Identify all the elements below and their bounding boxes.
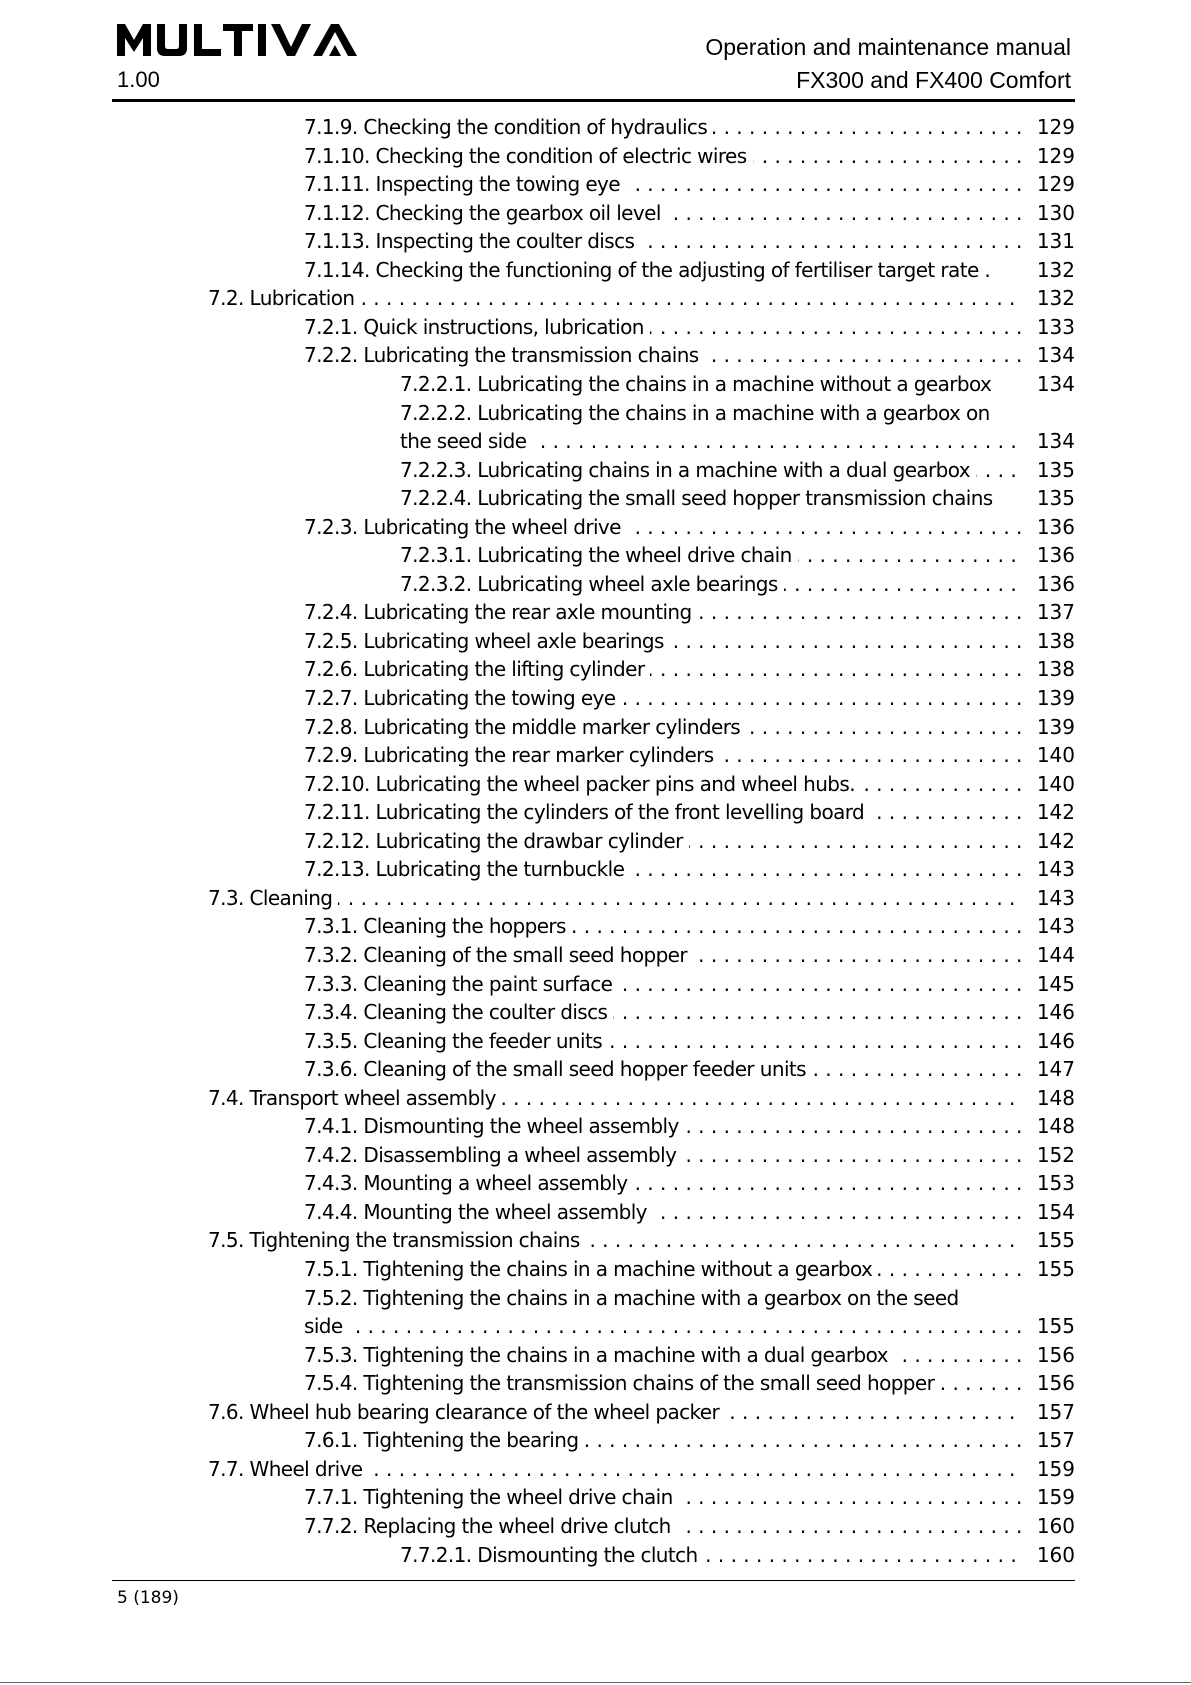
- toc-entry-title: 7.4. Transport wheel assembly: [208, 1086, 502, 1110]
- toc-page-number: 155: [1036, 1314, 1075, 1339]
- toc-page-number: 129: [1036, 115, 1075, 139]
- toc-entry-title: 7.2.7. Lubricating the towing eye: [304, 686, 621, 710]
- toc-entry-title: 7.5.3. Tightening the chains in a machine with a dual gearbox: [304, 1343, 894, 1367]
- toc-entry[interactable]: [304, 1255, 1021, 1284]
- toc-page-number: 143: [1036, 914, 1075, 939]
- toc-row[interactable]: [0, 170, 1191, 199]
- toc-row[interactable]: [0, 598, 1191, 627]
- toc-page-number: 142: [1036, 828, 1075, 853]
- toc-row[interactable]: [0, 399, 1191, 428]
- toc-entry-title: 7.1.11. Inspecting the towing eye: [304, 172, 626, 196]
- toc-entry-title: 7.3.6. Cleaning of the small seed hopper feeder units: [304, 1057, 812, 1081]
- toc-page-number: 133: [1036, 314, 1075, 339]
- toc-page-number: 157: [1036, 1428, 1075, 1453]
- toc-entry-title: 7.2.1. Quick instructions, lubrication: [304, 315, 650, 339]
- toc-row[interactable]: [0, 1398, 1191, 1427]
- toc-page-number: 139: [1036, 714, 1075, 739]
- toc-entry[interactable]: [208, 1398, 1021, 1427]
- toc-page-number: 148: [1036, 1085, 1075, 1110]
- toc-entry[interactable]: [304, 1055, 1021, 1084]
- toc-page-number: 157: [1036, 1399, 1075, 1424]
- toc-entry-title: 7.3.4. Cleaning the coulter discs: [304, 1000, 613, 1024]
- toc-entry[interactable]: [208, 1226, 1021, 1255]
- toc-row[interactable]: [0, 1027, 1191, 1056]
- toc-page-number: 160: [1036, 1542, 1075, 1567]
- toc-entry-title: 7.4.3. Mounting a wheel assembly: [304, 1171, 634, 1195]
- toc-entry[interactable]: [304, 227, 1021, 256]
- toc-row[interactable]: [0, 1369, 1191, 1398]
- toc-page-number: 159: [1036, 1456, 1075, 1481]
- header-rule: [112, 99, 1075, 102]
- toc-entry-title: 7.2.2.2. Lubricating the chains in a machine with a gearbox on: [400, 401, 996, 425]
- toc-entry[interactable]: [304, 1284, 1021, 1313]
- toc-page-number: 136: [1036, 543, 1075, 568]
- toc-row[interactable]: [0, 313, 1191, 342]
- toc-row[interactable]: [0, 770, 1191, 799]
- toc-page-number: 139: [1036, 686, 1075, 710]
- toc-page-number: 156: [1036, 1342, 1075, 1367]
- toc-entry-title: 7.2.3.2. Lubricating wheel axle bearings: [400, 572, 784, 596]
- toc-row[interactable]: [0, 1055, 1191, 1084]
- toc-entry-title: 7.5.2. Tightening the chains in a machine with a gearbox on the seed: [304, 1286, 965, 1310]
- toc-entry-title: 7.1.9. Checking the condition of hydraulics: [304, 115, 713, 139]
- toc-entry-title: 7.2.5. Lubricating wheel axle bearings: [304, 629, 670, 653]
- toc-page-number: 146: [1036, 1028, 1075, 1053]
- toc-entry[interactable]: [304, 170, 1021, 199]
- toc-entry-title: 7.4.1. Dismounting the wheel assembly: [304, 1114, 685, 1138]
- toc-entry[interactable]: [208, 1455, 1021, 1484]
- toc-page-number: 129: [1036, 143, 1075, 168]
- toc-entry[interactable]: [304, 142, 1021, 171]
- toc-page-number: 130: [1036, 200, 1075, 225]
- toc-entry[interactable]: [400, 456, 1021, 485]
- footer-rule: [112, 1580, 1075, 1581]
- toc-entry[interactable]: [304, 798, 1021, 827]
- toc-entry[interactable]: [304, 1483, 1021, 1512]
- toc-entry[interactable]: [304, 513, 1021, 542]
- toc-row[interactable]: [0, 227, 1191, 256]
- toc-entry-title: 7.5.1. Tightening the chains in a machine without a gearbox: [304, 1257, 878, 1281]
- toc-entry-title: 7.4.4. Mounting the wheel assembly: [304, 1200, 653, 1224]
- toc-page-number: 156: [1036, 1371, 1075, 1396]
- toc-page-number: 136: [1036, 514, 1075, 539]
- toc-entry-title: 7.1.10. Checking the condition of electric wires: [304, 144, 753, 168]
- toc-page-number: 143: [1036, 857, 1075, 882]
- toc-entry[interactable]: [304, 741, 1021, 770]
- manual-subtitle: FX300 and FX400 Comfort: [796, 67, 1071, 93]
- toc-entry[interactable]: [304, 113, 1021, 142]
- toc-row[interactable]: [0, 998, 1191, 1027]
- toc-page-number: 135: [1036, 486, 1075, 511]
- toc-row[interactable]: [0, 1226, 1191, 1255]
- toc-entry[interactable]: [304, 313, 1021, 342]
- toc-page-number: 146: [1036, 1000, 1075, 1025]
- toc-entry-title: 7.6.1. Tightening the bearing: [304, 1428, 584, 1452]
- toc-entry[interactable]: [304, 1512, 1021, 1541]
- toc-row[interactable]: [0, 284, 1191, 313]
- toc-entry[interactable]: [304, 770, 1021, 799]
- toc-entry-title: 7.7.2.1. Dismounting the clutch: [400, 1543, 704, 1567]
- toc-entry-title: 7.2.11. Lubricating the cylinders of the front levelling board: [304, 800, 870, 824]
- toc-page-number: 145: [1036, 971, 1075, 996]
- toc-entry[interactable]: [304, 1198, 1021, 1227]
- toc-entry-title: 7.2.3.1. Lubricating the wheel drive chain: [400, 543, 798, 567]
- toc-row[interactable]: [0, 541, 1191, 570]
- toc-entry[interactable]: [304, 1369, 1021, 1398]
- toc-row[interactable]: [0, 1512, 1191, 1541]
- toc-page-number: 140: [1036, 743, 1075, 768]
- toc-page-number: 155: [1036, 1228, 1075, 1253]
- toc-entry-title: 7.5.4. Tightening the transmission chains of the small seed hopper: [304, 1371, 940, 1395]
- toc-entry[interactable]: [400, 570, 1021, 599]
- toc-entry-title: 7.5. Tightening the transmission chains: [208, 1228, 586, 1252]
- toc-page-number: 134: [1036, 343, 1075, 368]
- toc-row[interactable]: [0, 884, 1191, 913]
- toc-row[interactable]: [0, 1169, 1191, 1198]
- toc-entry[interactable]: [304, 1426, 1021, 1455]
- toc-entry-title: side: [304, 1314, 349, 1338]
- toc-entry[interactable]: [304, 1169, 1021, 1198]
- toc-entry-title: 7.1.13. Inspecting the coulter discs: [304, 229, 640, 253]
- toc-entry-title: 7.2.3. Lubricating the wheel drive: [304, 515, 627, 539]
- toc-entry-title: 7.2.2.4. Lubricating the small seed hopper transmission chains: [400, 486, 999, 510]
- toc-row[interactable]: [0, 370, 1191, 399]
- toc-page-number: 144: [1036, 942, 1075, 967]
- toc-row[interactable]: [0, 627, 1191, 656]
- toc-row[interactable]: [0, 113, 1191, 142]
- toc-row[interactable]: [0, 484, 1191, 513]
- toc-row[interactable]: [0, 427, 1191, 456]
- toc-entry[interactable]: [400, 370, 1021, 399]
- toc-entry[interactable]: [304, 998, 1021, 1027]
- toc-page-number: 135: [1036, 457, 1075, 482]
- toc-row[interactable]: [0, 970, 1191, 999]
- toc-row[interactable]: [0, 827, 1191, 856]
- toc-page-number: 138: [1036, 628, 1075, 653]
- toc-entry-title: 7.3.5. Cleaning the feeder units: [304, 1029, 608, 1053]
- toc-row[interactable]: [0, 1541, 1191, 1570]
- toc-page-number: 159: [1036, 1485, 1075, 1510]
- toc-entry-title: 7.2.6. Lubricating the lifting cylinder: [304, 657, 650, 681]
- toc-page-number: 140: [1036, 771, 1075, 796]
- toc-entry-title: 7.2.10. Lubricating the wheel packer pins and wheel hubs.: [304, 772, 861, 796]
- toc-entry[interactable]: [304, 627, 1021, 656]
- revision-number: 1.00: [117, 67, 160, 92]
- toc-page-number: 142: [1036, 800, 1075, 825]
- toc-page-number: 152: [1036, 1142, 1075, 1167]
- toc-row[interactable]: [0, 1084, 1191, 1113]
- multiva-logo-mark: [117, 22, 379, 56]
- toc-entry[interactable]: [304, 684, 1021, 713]
- toc-row[interactable]: [0, 199, 1191, 228]
- toc-entry[interactable]: [400, 1541, 1021, 1570]
- toc-row[interactable]: [0, 713, 1191, 742]
- toc-entry-title: 7.2.12. Lubricating the drawbar cylinder: [304, 829, 689, 853]
- toc-row[interactable]: [0, 741, 1191, 770]
- toc-entry-title: 7.1.14. Checking the functioning of the adjusting of fertiliser target rate .: [304, 258, 996, 282]
- toc-page-number: 153: [1036, 1171, 1075, 1196]
- toc-entry-title: 7.3.2. Cleaning of the small seed hopper: [304, 943, 693, 967]
- toc-entry[interactable]: [400, 399, 1021, 428]
- toc-entry[interactable]: [304, 1141, 1021, 1170]
- toc-page-number: 132: [1036, 286, 1075, 311]
- toc-row[interactable]: [0, 570, 1191, 599]
- toc-entry[interactable]: [304, 341, 1021, 370]
- page-number: 5 (189): [117, 1588, 179, 1608]
- toc-entry[interactable]: [304, 855, 1021, 884]
- multiva-logo: [117, 22, 379, 56]
- toc-row[interactable]: [0, 855, 1191, 884]
- toc-row[interactable]: [0, 142, 1191, 171]
- toc-page-number: 155: [1036, 1257, 1075, 1281]
- toc-entry[interactable]: [400, 484, 1021, 513]
- toc-page-number: 160: [1036, 1513, 1075, 1538]
- toc-row[interactable]: [0, 1483, 1191, 1512]
- toc-entry-title: 7.2.8. Lubricating the middle marker cylinders: [304, 715, 746, 739]
- toc-row[interactable]: [0, 1312, 1191, 1341]
- toc-row[interactable]: [0, 256, 1191, 285]
- toc-entry-title: 7.2.9. Lubricating the rear marker cylinders: [304, 743, 720, 767]
- toc-entry-title: 7.3. Cleaning: [208, 886, 338, 910]
- toc-row[interactable]: [0, 341, 1191, 370]
- toc-entry[interactable]: [304, 1341, 1021, 1370]
- toc-entry-title: 7.7.1. Tightening the wheel drive chain: [304, 1485, 679, 1509]
- toc-page-number: 147: [1036, 1057, 1075, 1082]
- toc-entry[interactable]: [304, 1112, 1021, 1141]
- toc-entry-title: 7.7. Wheel drive: [208, 1457, 369, 1481]
- toc-entry-title: 7.6. Wheel hub bearing clearance of the wheel packer: [208, 1400, 725, 1424]
- toc-entry[interactable]: [304, 655, 1021, 684]
- page-edge: [0, 1682, 1191, 1683]
- toc-entry[interactable]: [304, 941, 1021, 970]
- toc-entry[interactable]: [304, 199, 1021, 228]
- toc-row[interactable]: [0, 684, 1191, 713]
- toc-page-number: 134: [1036, 429, 1075, 454]
- toc-page-number: 138: [1036, 657, 1075, 682]
- toc-entry-title: 7.7.2. Replacing the wheel drive clutch: [304, 1514, 677, 1538]
- toc-row[interactable]: [0, 1141, 1191, 1170]
- toc-row[interactable]: [0, 1341, 1191, 1370]
- toc-row[interactable]: [0, 1112, 1191, 1141]
- toc-entry-title: 7.3.3. Cleaning the paint surface: [304, 972, 618, 996]
- toc-entry[interactable]: [304, 912, 1021, 941]
- toc-page-number: 131: [1036, 229, 1075, 254]
- toc-entry[interactable]: [304, 827, 1021, 856]
- toc-entry-title: 7.3.1. Cleaning the hoppers: [304, 914, 572, 938]
- toc-entry[interactable]: [304, 1027, 1021, 1056]
- toc-entry-title: 7.2.2.3. Lubricating chains in a machine with a dual gearbox: [400, 458, 976, 482]
- toc-row[interactable]: [0, 1455, 1191, 1484]
- toc-row[interactable]: [0, 1284, 1191, 1313]
- toc-entry[interactable]: [400, 541, 1021, 570]
- toc-entry[interactable]: [304, 598, 1021, 627]
- toc-entry-title: 7.2.2.1. Lubricating the chains in a machine without a gearbox: [400, 372, 997, 396]
- toc-entry-title: 7.2.13. Lubricating the turnbuckle: [304, 857, 630, 881]
- manual-title: Operation and maintenance manual: [705, 34, 1071, 60]
- toc-row[interactable]: [0, 1198, 1191, 1227]
- toc-page-number: 137: [1036, 600, 1075, 625]
- toc-page-number: 136: [1036, 571, 1075, 596]
- toc-row[interactable]: [0, 912, 1191, 941]
- toc-entry[interactable]: [304, 970, 1021, 999]
- toc-entry-title: the seed side: [400, 429, 532, 453]
- toc-page-number: 132: [1036, 257, 1075, 282]
- toc-entry[interactable]: [304, 713, 1021, 742]
- toc-row[interactable]: [0, 1255, 1191, 1284]
- toc-entry-title: 7.2.2. Lubricating the transmission chains: [304, 343, 705, 367]
- toc-page-number: 154: [1036, 1199, 1075, 1224]
- toc-entry[interactable]: [304, 256, 1021, 285]
- toc-entry[interactable]: [208, 884, 1021, 913]
- toc-row[interactable]: [0, 798, 1191, 827]
- toc-row[interactable]: [0, 456, 1191, 485]
- toc-entry-title: 7.1.12. Checking the gearbox oil level: [304, 201, 667, 225]
- toc-entry[interactable]: [208, 1084, 1021, 1113]
- toc-entry[interactable]: [208, 284, 1021, 313]
- toc-row[interactable]: [0, 513, 1191, 542]
- toc-page-number: 148: [1036, 1114, 1075, 1139]
- toc-page-number: 134: [1036, 371, 1075, 396]
- toc-page-number: 129: [1036, 172, 1075, 197]
- toc-entry[interactable]: [400, 427, 1021, 456]
- toc-page-number: 143: [1036, 885, 1075, 910]
- toc-entry-title: 7.4.2. Disassembling a wheel assembly: [304, 1143, 682, 1167]
- toc-entry[interactable]: [304, 1312, 1021, 1341]
- toc-row[interactable]: [0, 655, 1191, 684]
- toc-entry-title: 7.2. Lubrication: [208, 286, 360, 310]
- toc-row[interactable]: [0, 941, 1191, 970]
- toc-row[interactable]: [0, 1426, 1191, 1455]
- toc-entry-title: 7.2.4. Lubricating the rear axle mounting: [304, 600, 698, 624]
